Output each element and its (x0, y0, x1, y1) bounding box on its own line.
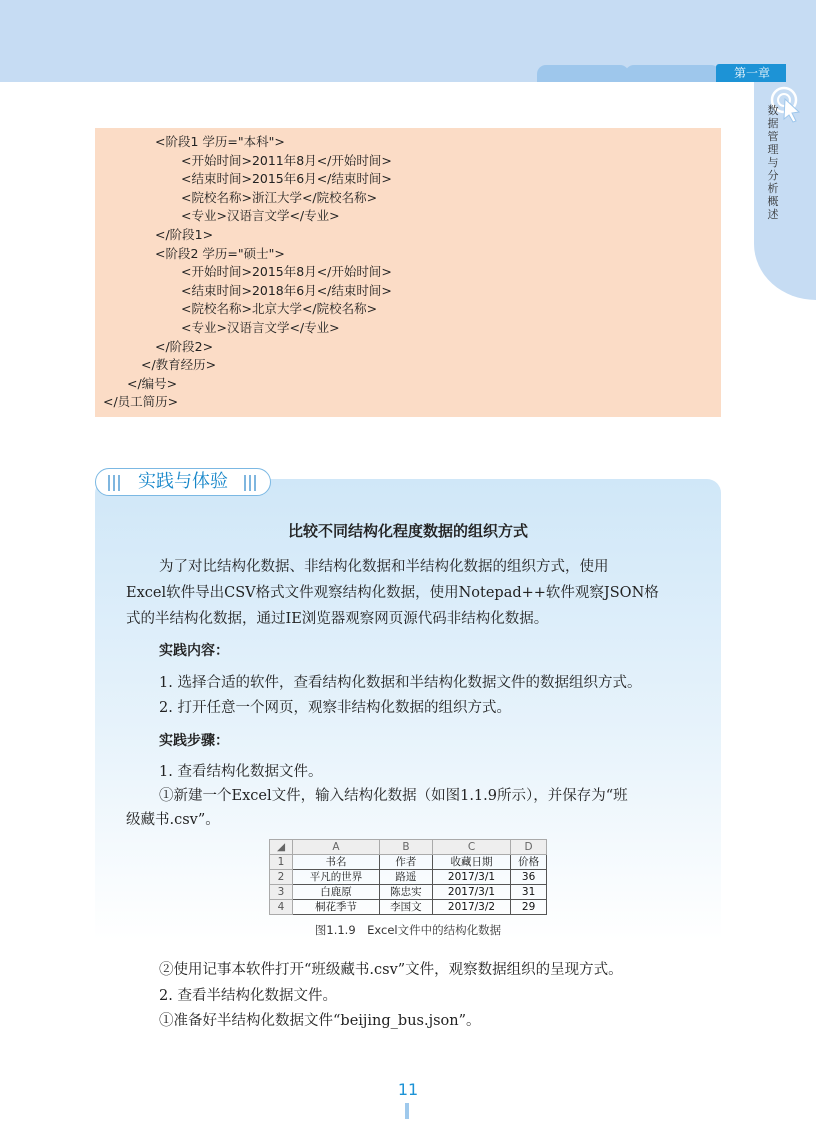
intro-line: 为了对比结构化数据、非结构化数据和半结构化数据的组织方式，使用 (159, 559, 609, 575)
table-row (270, 885, 547, 900)
table-cell: 29 (511, 900, 547, 915)
table-cell: 31 (511, 885, 547, 900)
code-line: <开始时间>2011年8月</开始时间> (181, 152, 392, 168)
table-row (270, 855, 547, 870)
after-line: ②使用记事本软件打开“班级藏书.csv”文件，观察数据组织的呈现方式。 (159, 962, 623, 978)
after-line: ①准备好半结构化数据文件“beijing_bus.json”。 (159, 1013, 481, 1029)
column-header: B (380, 840, 433, 855)
table-row (270, 900, 547, 915)
table-cell: 书名 (293, 855, 380, 870)
code-listing (95, 128, 721, 417)
content-heading: 实践内容： (159, 643, 229, 659)
practice-badge (95, 468, 271, 496)
content-item: 1. 选择合适的软件，查看结构化数据和半结构化数据文件的数据组织方式。 (159, 675, 642, 691)
code-line: <阶段2 学历="硕士"> (155, 245, 285, 261)
step-line: 1. 查看结构化数据文件。 (159, 764, 323, 780)
column-header-row (270, 840, 547, 855)
table-cell: 桐花季节 (293, 900, 380, 915)
figure-caption: 图1.1.9 Excel文件中的结构化数据 (314, 923, 502, 937)
code-line: <开始时间>2015年8月</开始时间> (181, 264, 392, 280)
table-cell: 陈忠实 (380, 885, 433, 900)
table-cell: 平凡的世界 (293, 870, 380, 885)
badge-stripes-icon (108, 475, 122, 491)
steps-heading: 实践步骤： (159, 733, 229, 749)
code-line: <专业>汉语言文学</专业> (181, 320, 340, 335)
step-line: ①新建一个Excel文件，输入结构化数据（如图1.1.9所示），并保存为“班 (159, 788, 628, 804)
practice-badge-label: 实践与体验 (138, 471, 228, 492)
column-header: A (293, 840, 380, 855)
column-header: D (511, 840, 547, 855)
badge-stripes-icon (244, 475, 258, 491)
chapter-label: 第一章 (716, 64, 786, 82)
intro-line: Excel软件导出CSV格式文件观察结构化数据，使用Notepad++软件观察JSON格 (126, 585, 659, 601)
code-line: <阶段1 学历="本科"> (155, 134, 285, 149)
code-line: </阶段1> (155, 227, 214, 242)
table-cell: 李国文 (380, 900, 433, 915)
page-marker (405, 1103, 409, 1119)
intro-line: 式的半结构化数据，通过IE浏览器观察网页源代码非结构化数据。 (126, 611, 549, 627)
table-cell: 价格 (511, 855, 547, 870)
code-line: <院校名称>浙江大学</院校名称> (181, 189, 378, 205)
content-item: 2. 打开任意一个网页，观察非结构化数据的组织方式。 (159, 700, 511, 716)
page-number: 11 (397, 1080, 419, 1099)
side-chapter-title: 数据管理与分析概述 (767, 104, 779, 221)
code-line: </阶段2> (155, 338, 214, 354)
table-cell: 2017/3/2 (432, 900, 510, 915)
row-number: 2 (270, 870, 293, 885)
row-number: 3 (270, 885, 293, 900)
column-header: C (432, 840, 510, 855)
table-cell: 白鹿原 (293, 885, 380, 900)
code-line: <院校名称>北京大学</院校名称> (181, 301, 378, 317)
row-number: 4 (270, 900, 293, 915)
table-cell: 36 (511, 870, 547, 885)
step-line: 级藏书.csv”。 (126, 812, 220, 828)
code-line: </员工简历> (103, 394, 179, 410)
after-line: 2. 查看半结构化数据文件。 (159, 988, 337, 1004)
header-tab-decoration (537, 65, 629, 82)
header-tab-decoration (625, 65, 720, 82)
spreadsheet-figure (269, 839, 547, 915)
corner-cell: ◢ (270, 840, 293, 855)
practice-title: 比较不同结构化程度数据的组织方式 (287, 522, 528, 540)
table-row (270, 870, 547, 885)
code-line: </教育经历> (141, 357, 217, 373)
code-line: </编号> (127, 375, 178, 391)
table-cell: 收藏日期 (432, 855, 510, 870)
code-line: <专业>汉语言文学</专业> (181, 208, 340, 224)
table-cell: 2017/3/1 (432, 870, 510, 885)
table-cell: 作者 (380, 855, 433, 870)
table-cell: 路遥 (380, 870, 433, 885)
table-cell: 2017/3/1 (432, 885, 510, 900)
code-line: <结束时间>2015年6月</结束时间> (181, 171, 392, 187)
row-number: 1 (270, 855, 293, 870)
code-line: <结束时间>2018年6月</结束时间> (181, 282, 392, 298)
